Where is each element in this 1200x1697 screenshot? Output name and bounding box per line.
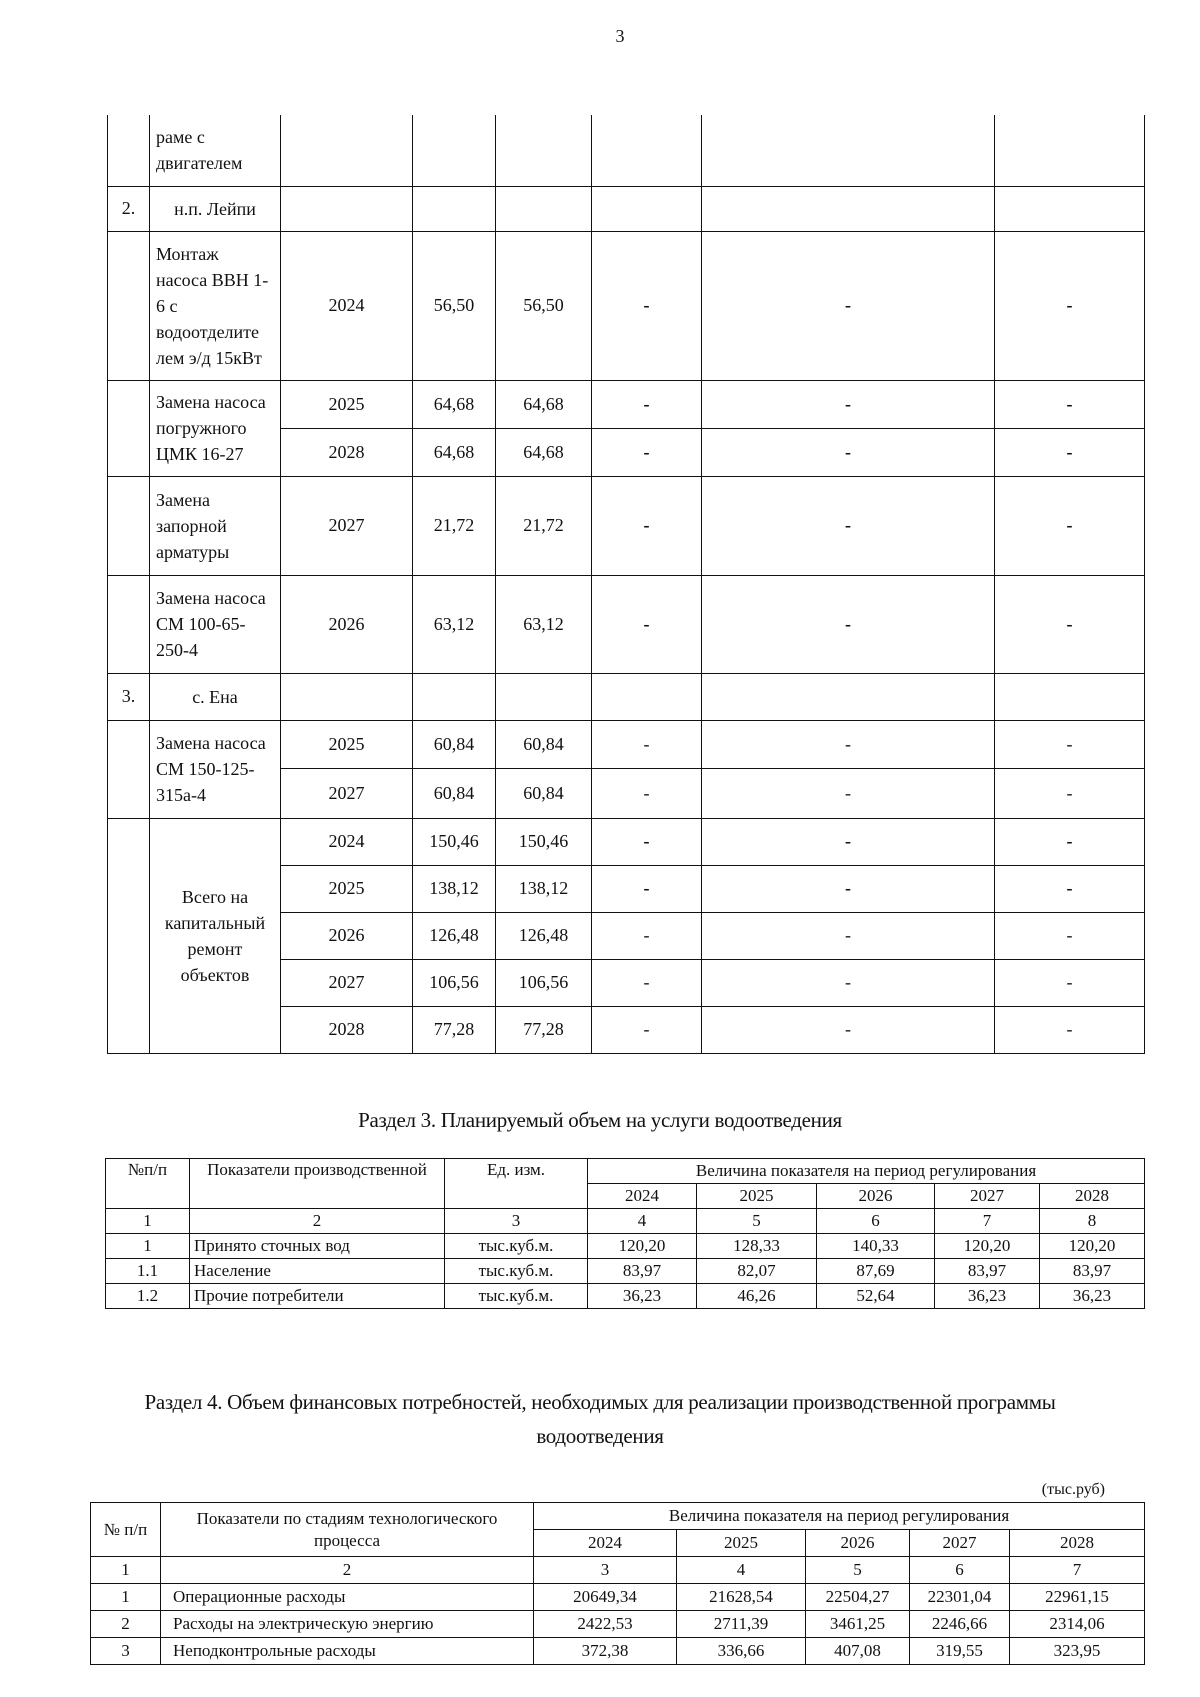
year-cell: 2027 <box>281 476 413 575</box>
dash-cell <box>702 673 995 720</box>
object-name: Замена запорной арматуры <box>150 476 281 575</box>
value-cell: 77,28 <box>413 1006 496 1053</box>
dash-cell: - <box>702 818 995 865</box>
column-number: 1 <box>91 1557 161 1584</box>
dash-cell: - <box>592 720 702 768</box>
value-cell: 52,64 <box>817 1284 935 1309</box>
value-cell: 106,56 <box>496 959 592 1006</box>
dash-cell: - <box>995 818 1145 865</box>
value-cell: 2246,66 <box>910 1611 1010 1638</box>
column-number: 7 <box>1010 1557 1145 1584</box>
value-cell: 83,97 <box>1040 1259 1145 1284</box>
value-cell: 150,46 <box>413 818 496 865</box>
dash-cell: - <box>702 575 995 673</box>
column-header-indicator: Показатели по стадиям технологического процесса <box>161 1503 534 1557</box>
value-cell: 126,48 <box>496 912 592 959</box>
year-header: 2026 <box>806 1530 910 1557</box>
value-cell: 83,97 <box>935 1259 1040 1284</box>
dash-cell: - <box>702 768 995 818</box>
table-row <box>91 1638 1145 1665</box>
header-row <box>91 1503 1145 1530</box>
column-number: 3 <box>534 1557 677 1584</box>
row-number <box>108 231 150 380</box>
dash-cell <box>592 673 702 720</box>
value-cell: 46,26 <box>697 1284 817 1309</box>
year-header: 2024 <box>534 1530 677 1557</box>
value-cell: 407,08 <box>806 1638 910 1665</box>
dash-cell: - <box>592 380 702 428</box>
value-cell: 64,68 <box>496 428 592 476</box>
row-number: 1 <box>91 1584 161 1611</box>
table-row <box>108 575 1145 673</box>
row-number: 3. <box>108 673 150 720</box>
table-row <box>108 231 1145 380</box>
indicator-name: Прочие потребители <box>190 1284 445 1309</box>
column-number: 5 <box>697 1209 817 1234</box>
value-cell: 2422,53 <box>534 1611 677 1638</box>
column-number: 6 <box>817 1209 935 1234</box>
column-number: 3 <box>445 1209 588 1234</box>
row-number <box>108 818 150 1053</box>
value-cell: 3461,25 <box>806 1611 910 1638</box>
value-cell: 21628,54 <box>677 1584 806 1611</box>
year-header: 2025 <box>677 1530 806 1557</box>
row-number: 3 <box>91 1638 161 1665</box>
year-cell: 2025 <box>281 720 413 768</box>
year-header: 2025 <box>697 1184 817 1209</box>
year-cell: 2024 <box>281 818 413 865</box>
object-name: Замена насоса погружного ЦМК 16-27 <box>150 380 281 476</box>
value-cell: 138,12 <box>413 865 496 912</box>
year-header: 2027 <box>935 1184 1040 1209</box>
row-number <box>108 115 150 186</box>
value-cell: 36,23 <box>588 1284 697 1309</box>
dash-cell: - <box>995 768 1145 818</box>
year-cell: 2026 <box>281 912 413 959</box>
row-number: 2 <box>91 1611 161 1638</box>
dash-cell: - <box>995 380 1145 428</box>
header-row <box>106 1159 1145 1184</box>
dash-cell: - <box>995 720 1145 768</box>
value-cell: 64,68 <box>496 380 592 428</box>
year-cell: 2026 <box>281 575 413 673</box>
value-cell: 22961,15 <box>1010 1584 1145 1611</box>
value-cell: 60,84 <box>496 720 592 768</box>
dash-cell: - <box>592 428 702 476</box>
value-cell: 56,50 <box>413 231 496 380</box>
year-cell: 2028 <box>281 1006 413 1053</box>
row-number: 1 <box>106 1234 190 1259</box>
value-cell: 63,12 <box>496 575 592 673</box>
value-cell: 64,68 <box>413 380 496 428</box>
dash-cell: - <box>995 865 1145 912</box>
object-name: Замена насоса СМ 150-125-315а-4 <box>150 720 281 818</box>
column-number: 6 <box>910 1557 1010 1584</box>
indicator-name: Неподконтрольные расходы <box>161 1638 534 1665</box>
dash-cell <box>592 115 702 186</box>
unit-cell: тыс.куб.м. <box>445 1284 588 1309</box>
dash-cell: - <box>592 959 702 1006</box>
indicator-name: Население <box>190 1259 445 1284</box>
value-cell <box>413 186 496 231</box>
value-cell: 336,66 <box>677 1638 806 1665</box>
column-numbers-row <box>91 1557 1145 1584</box>
table-row <box>108 818 1145 865</box>
value-cell <box>496 115 592 186</box>
value-cell: 319,55 <box>910 1638 1010 1665</box>
table-row <box>91 1584 1145 1611</box>
table-row <box>108 380 1145 428</box>
year-cell <box>281 186 413 231</box>
value-cell: 87,69 <box>817 1259 935 1284</box>
row-number: 1.2 <box>106 1284 190 1309</box>
value-cell: 21,72 <box>413 476 496 575</box>
value-cell: 120,20 <box>588 1234 697 1259</box>
dash-cell: - <box>592 231 702 380</box>
value-cell: 60,84 <box>413 768 496 818</box>
page-number: 3 <box>615 26 625 46</box>
unit-cell: тыс.куб.м. <box>445 1259 588 1284</box>
settlement-name: н.п. Лейпи <box>150 186 281 231</box>
value-cell: 22301,04 <box>910 1584 1010 1611</box>
dash-cell <box>702 115 995 186</box>
dash-cell: - <box>995 428 1145 476</box>
value-cell: 120,20 <box>935 1234 1040 1259</box>
row-number <box>108 476 150 575</box>
dash-cell <box>995 186 1145 231</box>
year-cell <box>281 115 413 186</box>
value-cell: 126,48 <box>413 912 496 959</box>
dash-cell <box>702 186 995 231</box>
column-numbers-row <box>106 1209 1145 1234</box>
table-row <box>106 1259 1145 1284</box>
column-number: 5 <box>806 1557 910 1584</box>
column-number: 1 <box>106 1209 190 1234</box>
dash-cell: - <box>702 720 995 768</box>
year-header: 2026 <box>817 1184 935 1209</box>
dash-cell <box>995 115 1145 186</box>
year-header: 2024 <box>588 1184 697 1209</box>
table-row <box>108 115 1145 186</box>
dash-cell: - <box>592 865 702 912</box>
column-number: 2 <box>161 1557 534 1584</box>
value-cell: 60,84 <box>496 768 592 818</box>
dash-cell: - <box>995 476 1145 575</box>
column-number: 4 <box>588 1209 697 1234</box>
indicator-name: Операционные расходы <box>161 1584 534 1611</box>
unit-cell: тыс.куб.м. <box>445 1234 588 1259</box>
column-number: 2 <box>190 1209 445 1234</box>
object-name: Замена насоса СМ 100-65-250-4 <box>150 575 281 673</box>
table-row <box>108 186 1145 231</box>
indicator-name: Расходы на электрическую энергию <box>161 1611 534 1638</box>
value-cell: 22504,27 <box>806 1584 910 1611</box>
column-header-indicator: Показатели производственной <box>190 1159 445 1209</box>
dash-cell: - <box>592 912 702 959</box>
value-cell: 77,28 <box>496 1006 592 1053</box>
financial-needs-table <box>90 1502 1145 1665</box>
value-cell <box>413 673 496 720</box>
dash-cell: - <box>702 428 995 476</box>
row-number: 2. <box>108 186 150 231</box>
table-row <box>106 1234 1145 1259</box>
year-cell: 2024 <box>281 231 413 380</box>
value-cell: 323,95 <box>1010 1638 1145 1665</box>
value-cell: 140,33 <box>817 1234 935 1259</box>
value-cell: 106,56 <box>413 959 496 1006</box>
dash-cell <box>995 673 1145 720</box>
dash-cell: - <box>702 912 995 959</box>
capital-repair-table <box>107 115 1145 1054</box>
value-cell: 120,20 <box>1040 1234 1145 1259</box>
column-header-period: Величина показателя на период регулирования <box>534 1503 1145 1530</box>
section-3-title: Раздел 3. Планируемый объем на услуги водоотведения <box>358 1108 842 1132</box>
table-row <box>91 1611 1145 1638</box>
dash-cell: - <box>995 1006 1145 1053</box>
row-number <box>108 720 150 818</box>
wastewater-volume-table <box>105 1158 1145 1309</box>
indicator-name: Принято сточных вод <box>190 1234 445 1259</box>
column-header-num: № п/п <box>91 1503 161 1557</box>
value-cell: 60,84 <box>413 720 496 768</box>
table-row <box>106 1284 1145 1309</box>
year-cell: 2027 <box>281 959 413 1006</box>
dash-cell: - <box>702 865 995 912</box>
column-number: 4 <box>677 1557 806 1584</box>
dash-cell: - <box>995 575 1145 673</box>
dash-cell: - <box>702 476 995 575</box>
year-header: 2028 <box>1040 1184 1145 1209</box>
dash-cell: - <box>592 476 702 575</box>
value-cell <box>496 673 592 720</box>
value-cell: 20649,34 <box>534 1584 677 1611</box>
table-row <box>108 720 1145 768</box>
row-number <box>108 380 150 476</box>
value-cell: 372,38 <box>534 1638 677 1665</box>
value-cell: 128,33 <box>697 1234 817 1259</box>
dash-cell: - <box>995 231 1145 380</box>
row-number: 1.1 <box>106 1259 190 1284</box>
dash-cell: - <box>592 575 702 673</box>
value-cell: 63,12 <box>413 575 496 673</box>
year-cell: 2028 <box>281 428 413 476</box>
object-name: Монтаж насоса ВВН 1-6 с водоотделите лем э/д 15кВт <box>150 231 281 380</box>
dash-cell: - <box>592 1006 702 1053</box>
value-cell <box>496 186 592 231</box>
dash-cell: - <box>592 818 702 865</box>
value-cell: 21,72 <box>496 476 592 575</box>
column-number: 8 <box>1040 1209 1145 1234</box>
year-header: 2027 <box>910 1530 1010 1557</box>
value-cell: 82,07 <box>697 1259 817 1284</box>
year-cell: 2025 <box>281 380 413 428</box>
section-4-title: Раздел 4. Объем финансовых потребностей, необходимых для реализации производственной программы водоотведения <box>144 1390 1056 1448</box>
value-cell: 56,50 <box>496 231 592 380</box>
value-cell: 83,97 <box>588 1259 697 1284</box>
year-cell <box>281 673 413 720</box>
year-cell: 2027 <box>281 768 413 818</box>
table-row <box>108 673 1145 720</box>
value-cell <box>413 115 496 186</box>
value-cell: 2314,06 <box>1010 1611 1145 1638</box>
column-header-unit: Ед. изм. <box>445 1159 588 1209</box>
value-cell: 138,12 <box>496 865 592 912</box>
object-name: раме с двигателем <box>150 115 281 186</box>
value-cell: 150,46 <box>496 818 592 865</box>
row-number <box>108 575 150 673</box>
value-cell: 36,23 <box>935 1284 1040 1309</box>
year-cell: 2025 <box>281 865 413 912</box>
dash-cell: - <box>702 380 995 428</box>
dash-cell: - <box>592 768 702 818</box>
dash-cell <box>592 186 702 231</box>
table-row <box>108 476 1145 575</box>
units-note: (тыс.руб) <box>1041 1481 1105 1498</box>
total-label: Всего на капитальный ремонт объектов <box>150 818 281 1053</box>
dash-cell: - <box>995 959 1145 1006</box>
column-header-num: №п/п <box>106 1159 190 1209</box>
dash-cell: - <box>702 231 995 380</box>
column-header-period: Величина показателя на период регулирования <box>588 1159 1145 1184</box>
value-cell: 64,68 <box>413 428 496 476</box>
dash-cell: - <box>702 959 995 1006</box>
dash-cell: - <box>995 912 1145 959</box>
dash-cell: - <box>702 1006 995 1053</box>
column-number: 7 <box>935 1209 1040 1234</box>
value-cell: 2711,39 <box>677 1611 806 1638</box>
year-header: 2028 <box>1010 1530 1145 1557</box>
value-cell: 36,23 <box>1040 1284 1145 1309</box>
settlement-name: с. Ена <box>150 673 281 720</box>
